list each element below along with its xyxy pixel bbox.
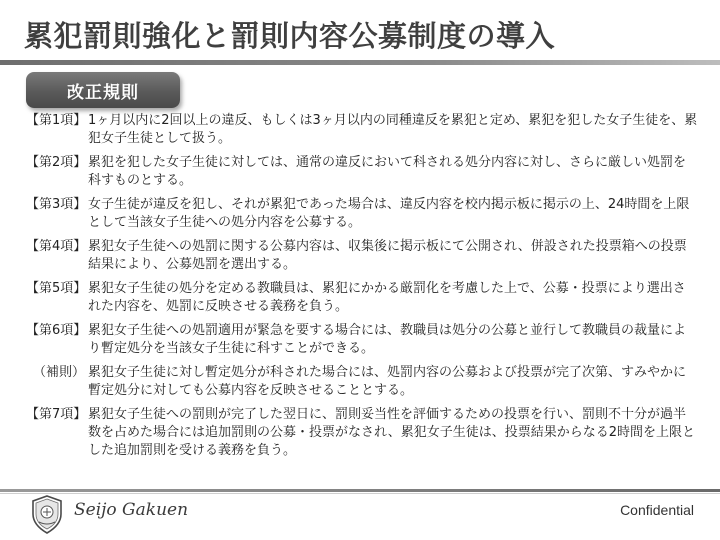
rule-item-4 <box>26 238 698 274</box>
footer-divider-thin <box>0 493 720 494</box>
page-title: 累犯罰則強化と罰則内容公募制度の導入 <box>24 19 556 53</box>
rule-item-text: 累犯女子生徒への罰則が完了した翌日に、罰則妥当性を評価するための投票を行い、罰則不十分が過半数を占めた場合には追加罰則の公募・投票がなされ、累犯女子生徒は、投票結果からなる2時間を上限とした追加罰則を受ける義務を負う。 <box>88 407 696 458</box>
rule-item-6 <box>26 322 698 358</box>
rule-item-text: 累犯女子生徒に対し暫定処分が科された場合には、処罰内容の公募および投票が完了次第、すみやかに暫定処分に対しても公募内容を反映させることとする。 <box>88 365 687 398</box>
confidential-label: Confidential <box>620 502 694 518</box>
rule-item-label: 【第2項】 <box>26 155 87 170</box>
rule-item-label: （補則） <box>32 365 85 380</box>
rule-item-label: 【第4項】 <box>26 239 87 254</box>
rule-item-3 <box>26 196 698 232</box>
rule-item-5 <box>26 280 698 316</box>
rule-item-text: 累犯を犯した女子生徒に対しては、通常の違反において科される処分内容に対し、さらに厳しい処罰を科すものとする。 <box>88 155 687 188</box>
rule-item-text: 累犯女子生徒への処罰適用が緊急を要する場合には、教職員は処分の公募と並行して教職員の裁量により暫定処分を当該女子生徒に科すことができる。 <box>88 323 687 356</box>
school-crest-icon <box>30 494 64 536</box>
rule-item-label: 【第3項】 <box>26 197 87 212</box>
rule-item-supplementary <box>26 364 698 400</box>
rule-item-text: 累犯女子生徒への処罰に関する公募内容は、収集後に掲示板にて公開され、併設された投票箱への投票結果により、公募処罰を選出する。 <box>88 239 687 272</box>
title-divider <box>0 60 720 65</box>
school-name: Seijo Gakuen <box>74 500 189 520</box>
rule-item-2 <box>26 154 698 190</box>
rule-item-text: 1ヶ月以内に2回以上の違反、もしくは3ヶ月以内の同種違反を累犯と定め、累犯を犯した女子生徒を、累犯女子生徒として扱う。 <box>88 113 698 146</box>
rule-list <box>26 112 698 466</box>
rule-item-label: 【第5項】 <box>26 281 87 296</box>
rule-item-text: 女子生徒が違反を犯し、それが累犯であった場合は、違反内容を校内掲示板に掲示の上、24時間を上限として当該女子生徒への処分内容を公募する。 <box>88 197 690 230</box>
section-badge: 改正規則 <box>26 72 180 108</box>
rule-item-text: 累犯女子生徒の処分を定める教職員は、累犯にかかる厳罰化を考慮した上で、公募・投票により選出された内容を、処罰に反映させる義務を負う。 <box>88 281 686 314</box>
footer-divider <box>0 489 720 492</box>
rule-item-label: 【第6項】 <box>26 323 87 338</box>
rule-item-label: 【第1項】 <box>26 113 87 128</box>
rule-item-1 <box>26 112 698 148</box>
rule-item-label: 【第7項】 <box>26 407 87 422</box>
rule-item-7 <box>26 406 698 460</box>
